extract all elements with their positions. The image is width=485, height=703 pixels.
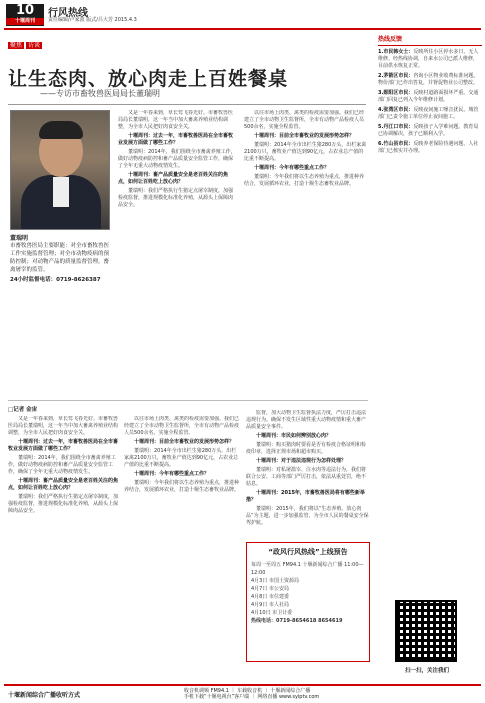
byline: □记者 金宙 [8,407,38,413]
schedule-item: 4月10日 市卫计委 [251,610,293,616]
feedback-text: 反映养老保险待遇问题，人社部门已核实并办理。 [378,141,479,154]
question: 十堰周刊：今年有哪些重点工作？ [254,165,330,171]
feedback-text: 咨询小区物业收费标准问题。物价部门已作出答复，并督促物业公司整改。 [378,73,479,86]
question: 十堰周刊：畜产品质量安全是老百姓关注的焦点，如何让百姓吃上放心肉？ [118,172,229,185]
question: 十堰周刊：畜产品质量安全是老百姓关注的焦点，如何让百姓吃上放心肉？ [8,478,118,491]
paragraph: 董瑞明：2014年全市出栏生猪280万头，出栏家禽2100万只，畜牧业产值达到90亿元，占农业总产值的比重不断提高。 [124,448,239,468]
paragraph: 董瑞明：2014年，我们围绕全市畜禽养殖工作，做好动物疫病防控和畜产品质量安全监管工作，确保了全年无重大动物疫情发生。 [118,149,236,169]
feedback-label: 4.张湾区市民： [378,107,414,113]
schedule-item: 4月8日 市住建委 [251,594,289,600]
question: 十堰周刊：2015年，市畜牧兽医局将有哪些新举措？ [246,490,365,503]
article-column-1 [118,110,236,398]
headline: 让生态肉、放心肉走上百姓餐桌 [8,68,289,90]
paragraph: 董瑞明：今年我们将以生态养殖为重点，推进种养结合，发展循环农业，打造十堰生态畜牧业品牌。 [124,480,240,493]
qr-code-icon[interactable] [395,600,457,662]
paragraph: 董瑞明：2015年，我们将以“生态养殖、放心肉品”为主题，进一步加强监管，为全市人民的餐桌安全保驾护航。 [246,506,369,526]
page-label: 十堰周刊 [6,18,44,25]
intro-box [10,242,110,284]
feedback-item [378,141,482,155]
schedule-item: 4月9日 市人社局 [251,602,289,608]
question: 十堰周刊：市民如何辨别放心肉？ [256,433,332,439]
footer-line: 收音机调频 FM94.1 ｜ 车载收音机 ｜ 十堰新闻综合广播 [184,688,311,694]
portrait-photo [10,110,110,230]
photo-hair [39,121,83,139]
tag-bar [8,40,44,49]
paragraph: 董瑞明：2014年全市出栏生猪280万头，出栏家禽2100万只，畜牧业产值达到90亿元，占农业总产值的比重不断提高。 [244,142,367,162]
feedback-label: 6.竹山县市民： [378,141,414,147]
paragraph: 董瑞明：对私屠滥宰、注水肉等违法行为，我们将联合公安、工商等部门严厉打击，依法从重处罚，绝不姑息。 [246,467,367,487]
masthead [4,4,481,26]
paragraph: 监督，加大动物卫生监督执法力度，严厉打击违法违规行为。确保不发生区域性重大动物疫情和重大畜产品质量安全事件。 [246,410,367,430]
question: 十堰周刊：对于违法违规行为怎样处理？ [256,458,347,464]
paragraph: 董瑞明：我们严格执行生猪定点屠宰制度，加强检疫监督，推进规模化标准化养殖，从源头上保障肉品安全。 [118,188,234,208]
footer-bar [4,684,481,700]
schedule-hotline: 热线电话：0719-8654618 8654619 [251,618,343,624]
section-divider [8,400,368,401]
intro-text: 市畜牧兽医局主要职能：对全市畜牧兽医工作实施监督管理；对全市动物疫病的预防控制；对动物产品的质量监督管理。畜禽屠宰的监管。 [10,243,110,273]
masthead-rule [4,28,481,30]
feedback-item [378,90,482,104]
schedule-title: “政风行风热线”上线预告 [268,548,348,556]
feedback-item [378,124,482,138]
paragraph: 以往市场上肉类、禽类的检疫需要加强。我们已经建立了全市动物卫生监督所，全市有动物产品检疫人员500余名，实施全程监管。 [124,416,240,436]
feedback-label: 3.郧阳区市民： [378,90,414,96]
feedback-label: 2.茅箭区市民： [378,73,414,79]
headline-rule [8,104,366,105]
paragraph: 董瑞明：2014年，我们围绕全市畜禽养殖工作，做好动物疫病防控和畜产品质量安全监管工作，确保了全年无重大动物疫情发生。 [8,455,116,475]
tag: 访谈 [28,42,41,49]
feedback-item [378,73,482,87]
question: 十堰周刊：过去一年，市畜牧兽医局在全市畜牧业发展方面做了哪些工作？ [8,439,118,452]
subheadline: ——专访市畜牧兽医局局长董瑞明 [40,89,160,98]
schedule-box [246,542,370,662]
feedback-text: 反映村道路面损坏严重。交通部门回复已列入今年维修计划。 [378,90,479,103]
feedback-column [378,34,482,634]
question: 十堰周刊：过去一年，市畜牧兽医局在全市畜牧业发展方面做了哪些工作？ [118,133,234,146]
question: 十堰周刊：目前全市畜牧业的发展形势怎样？ [134,439,235,445]
schedule-intro: 每周一至周五 FM94.1 十堰新闻综合广播 11:00—12:00 [251,562,364,576]
footer-info [184,688,319,700]
footer-line: 手机下载“十堰电视台”客户端 ｜ 网络直播 www.syiptv.com [184,694,320,700]
feedback-label: 1.市民韩女士： [378,49,414,55]
photo-shirt [53,177,69,207]
feedback-item [378,107,482,121]
question: 十堰周刊：目前全市畜牧业的发展形势怎样？ [254,133,355,139]
schedule-item: 4月7日 市公安局 [251,586,289,592]
feedback-text: 反映所住小区停水多日，无人维修。经热线协调，自来水公司已派人维修，目前供水恢复正常。 [378,49,479,69]
article-column-4 [124,416,240,678]
page-number-badge [6,4,44,26]
article-column-2 [244,110,368,398]
paragraph: 又是一年春来到，草长莺飞春光好。市畜牧兽医局局长董瑞明，这一年当中加大畜禽养殖业结构调整，为全市人民把好肉食安全关。 [118,110,234,130]
qr-label: 扫一扫，关注我们 [404,668,449,674]
photo-caption: 董瑞明 [10,235,29,242]
paragraph: 董瑞明：今年我们将以生态养殖为重点，推进种养结合，发展循环农业，打造十堰生态畜牧业品牌。 [244,174,365,187]
section-title: 行风热线 [48,8,88,19]
masthead-meta: 责任编辑/卢家波 版式/吕大芳 2015.4.3 [48,17,137,23]
tag: 聚焦 [10,42,23,49]
page-number: 10 [15,3,35,18]
footer-title: 十堰新闻综合广播收听方式 [8,692,81,699]
feedback-text: 反映夜间施工噪音扰民。城管部门已责令施工单位停止夜间施工。 [378,107,479,120]
paragraph: 又是一年春来到，草长莺飞春光好。市畜牧兽医局局长董瑞明，这一年当中加大畜禽养殖业结构调整，为全市人民把好肉食安全关。 [8,416,118,436]
paragraph: 董瑞明：购买猪肉时要看是否有检疫合格证明和检疫印章，选择正规市场和超市购买。 [246,442,367,455]
feedback-item [378,49,482,70]
paragraph: 董瑞明：我们严格执行生猪定点屠宰制度，加强检疫监督，推进规模化标准化养殖，从源头上保障肉品安全。 [8,494,118,514]
feedback-text: 反映孩子入学难问题。教育局已协调解决，孩子已顺利入学。 [378,124,479,137]
hotline-text: 24小时监督电话：0719-8626387 [10,277,101,283]
paragraph: 以往市场上肉类、禽类的检疫需要加强。我们已经建立了全市动物卫生监督所，全市有动物产品检疫人员500余名，实施全程监管。 [244,110,365,130]
feedback-label: 5.丹江口市民： [378,124,414,130]
article-column-3 [8,416,118,678]
question: 十堰周刊：今年有哪些重点工作？ [134,471,210,477]
article-column-5 [246,410,370,538]
feedback-heading: 热线反馈 [378,34,482,46]
schedule-item: 4月3日 市国土资源局 [251,578,299,584]
